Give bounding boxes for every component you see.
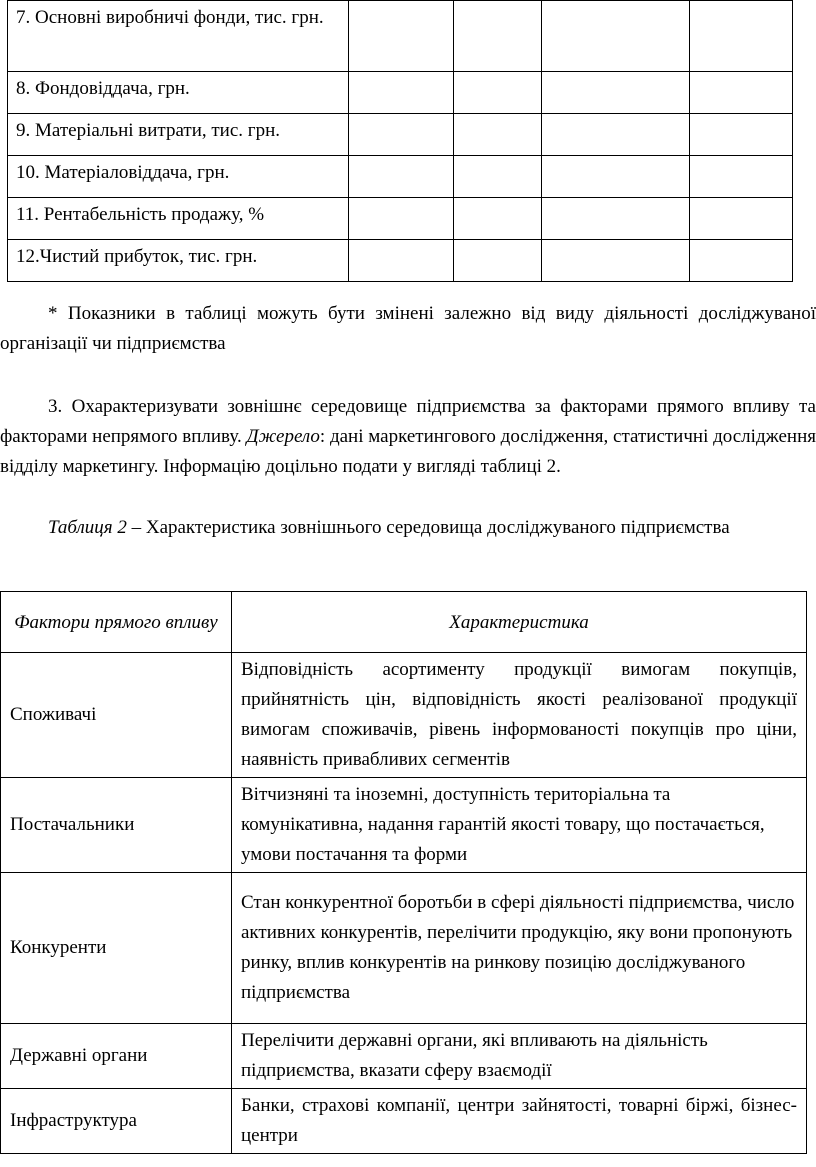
value-cell [689,240,792,282]
value-cell [453,114,541,156]
table-row [8,156,793,198]
value-cell [349,198,453,240]
source-text: : дані маркетингового дослідження, статистичні дослідження відділу маркетингу. Інформацію доцільно подати у вигляді таблиці 2. [0,426,816,477]
table-row [1,1089,807,1154]
indicator-label: 11. Рентабельність продажу, % [8,198,349,240]
value-cell [453,1,541,72]
factor-cell: Споживачі [1,653,232,778]
value-cell [453,240,541,282]
value-cell [349,72,453,114]
indicator-label: 12.Чистий прибуток, тис. грн. [8,240,349,282]
indicator-label: 10. Матеріаловіддача, грн. [8,156,349,198]
table-row [8,198,793,240]
table-row [8,72,793,114]
value-cell [689,114,792,156]
table-row [1,873,807,1024]
indicator-label: 7. Основні виробничі фонди, тис. грн. [8,1,349,72]
table-row [1,778,807,873]
value-cell [349,1,453,72]
value-cell [349,114,453,156]
value-cell [541,1,689,72]
value-cell [541,156,689,198]
value-cell [349,240,453,282]
header-factor: Фактори прямого впливу [1,592,232,653]
environment-table [0,591,807,1154]
value-cell [541,240,689,282]
table-header-row [1,592,807,653]
task-3-text: 3. Охарактеризувати зовнішнє середовище підприємства за факторами прямого впливу та факторами непрямого впливу. [0,396,816,447]
value-cell [689,72,792,114]
source-label: Джерело [246,426,320,447]
value-cell [689,1,792,72]
factor-cell: Конкуренти [1,873,232,1024]
description-cell: Стан конкурентної боротьби в сфері діяльності підприємства, число активних конкурентів, перелічити продукцію, яку вони пропонують ринку, вплив конкурентів на ринкову позицію досліджуваного підприємства [232,873,807,1024]
description-cell: Вітчизняні та іноземні, доступність територіальна та комунікативна, надання гарантій якості товару, що постачається, умови постачання та форми [232,778,807,873]
table-row [8,240,793,282]
task-3-paragraph [0,392,816,482]
value-cell [541,114,689,156]
table-row [1,1024,807,1089]
value-cell [541,72,689,114]
caption-label: Таблиця 2 [48,517,127,538]
factor-cell: Постачальники [1,778,232,873]
factor-cell: Інфраструктура [1,1089,232,1154]
table-row [8,1,793,72]
header-characteristic: Характеристика [232,592,807,653]
value-cell [541,198,689,240]
value-cell [349,156,453,198]
caption-dash: – [126,517,146,538]
value-cell [689,156,792,198]
caption-title: Характеристика зовнішнього середовища досліджуваного підприємства [145,517,730,538]
table-note: * Показники в таблиці можуть бути змінені залежно від виду діяльності досліджуваної організації чи підприємства [0,303,816,354]
value-cell [453,156,541,198]
table-row [8,114,793,156]
indicators-table [7,0,793,282]
value-cell [453,198,541,240]
indicator-label: 8. Фондовіддача, грн. [8,72,349,114]
factor-cell: Державні органи [1,1024,232,1089]
value-cell [689,198,792,240]
description-cell: Перелічити державні органи, які впливають на діяльність підприємства, вказати сферу взаємодії [232,1024,807,1089]
indicator-label: 9. Матеріальні витрати, тис. грн. [8,114,349,156]
description-cell: Банки, страхові компанії, центри зайнятості, товарні біржі, бізнес-центри [232,1089,807,1154]
value-cell [453,72,541,114]
description-cell: Відповідність асортименту продукції вимогам покупців, прийнятність цін, відповідність якості реалізованої продукції вимогам споживачів, рівень інформованості покупців про ціни, наявність привабливих сегментів [232,653,807,778]
table-caption [0,513,816,543]
table-row [1,653,807,778]
